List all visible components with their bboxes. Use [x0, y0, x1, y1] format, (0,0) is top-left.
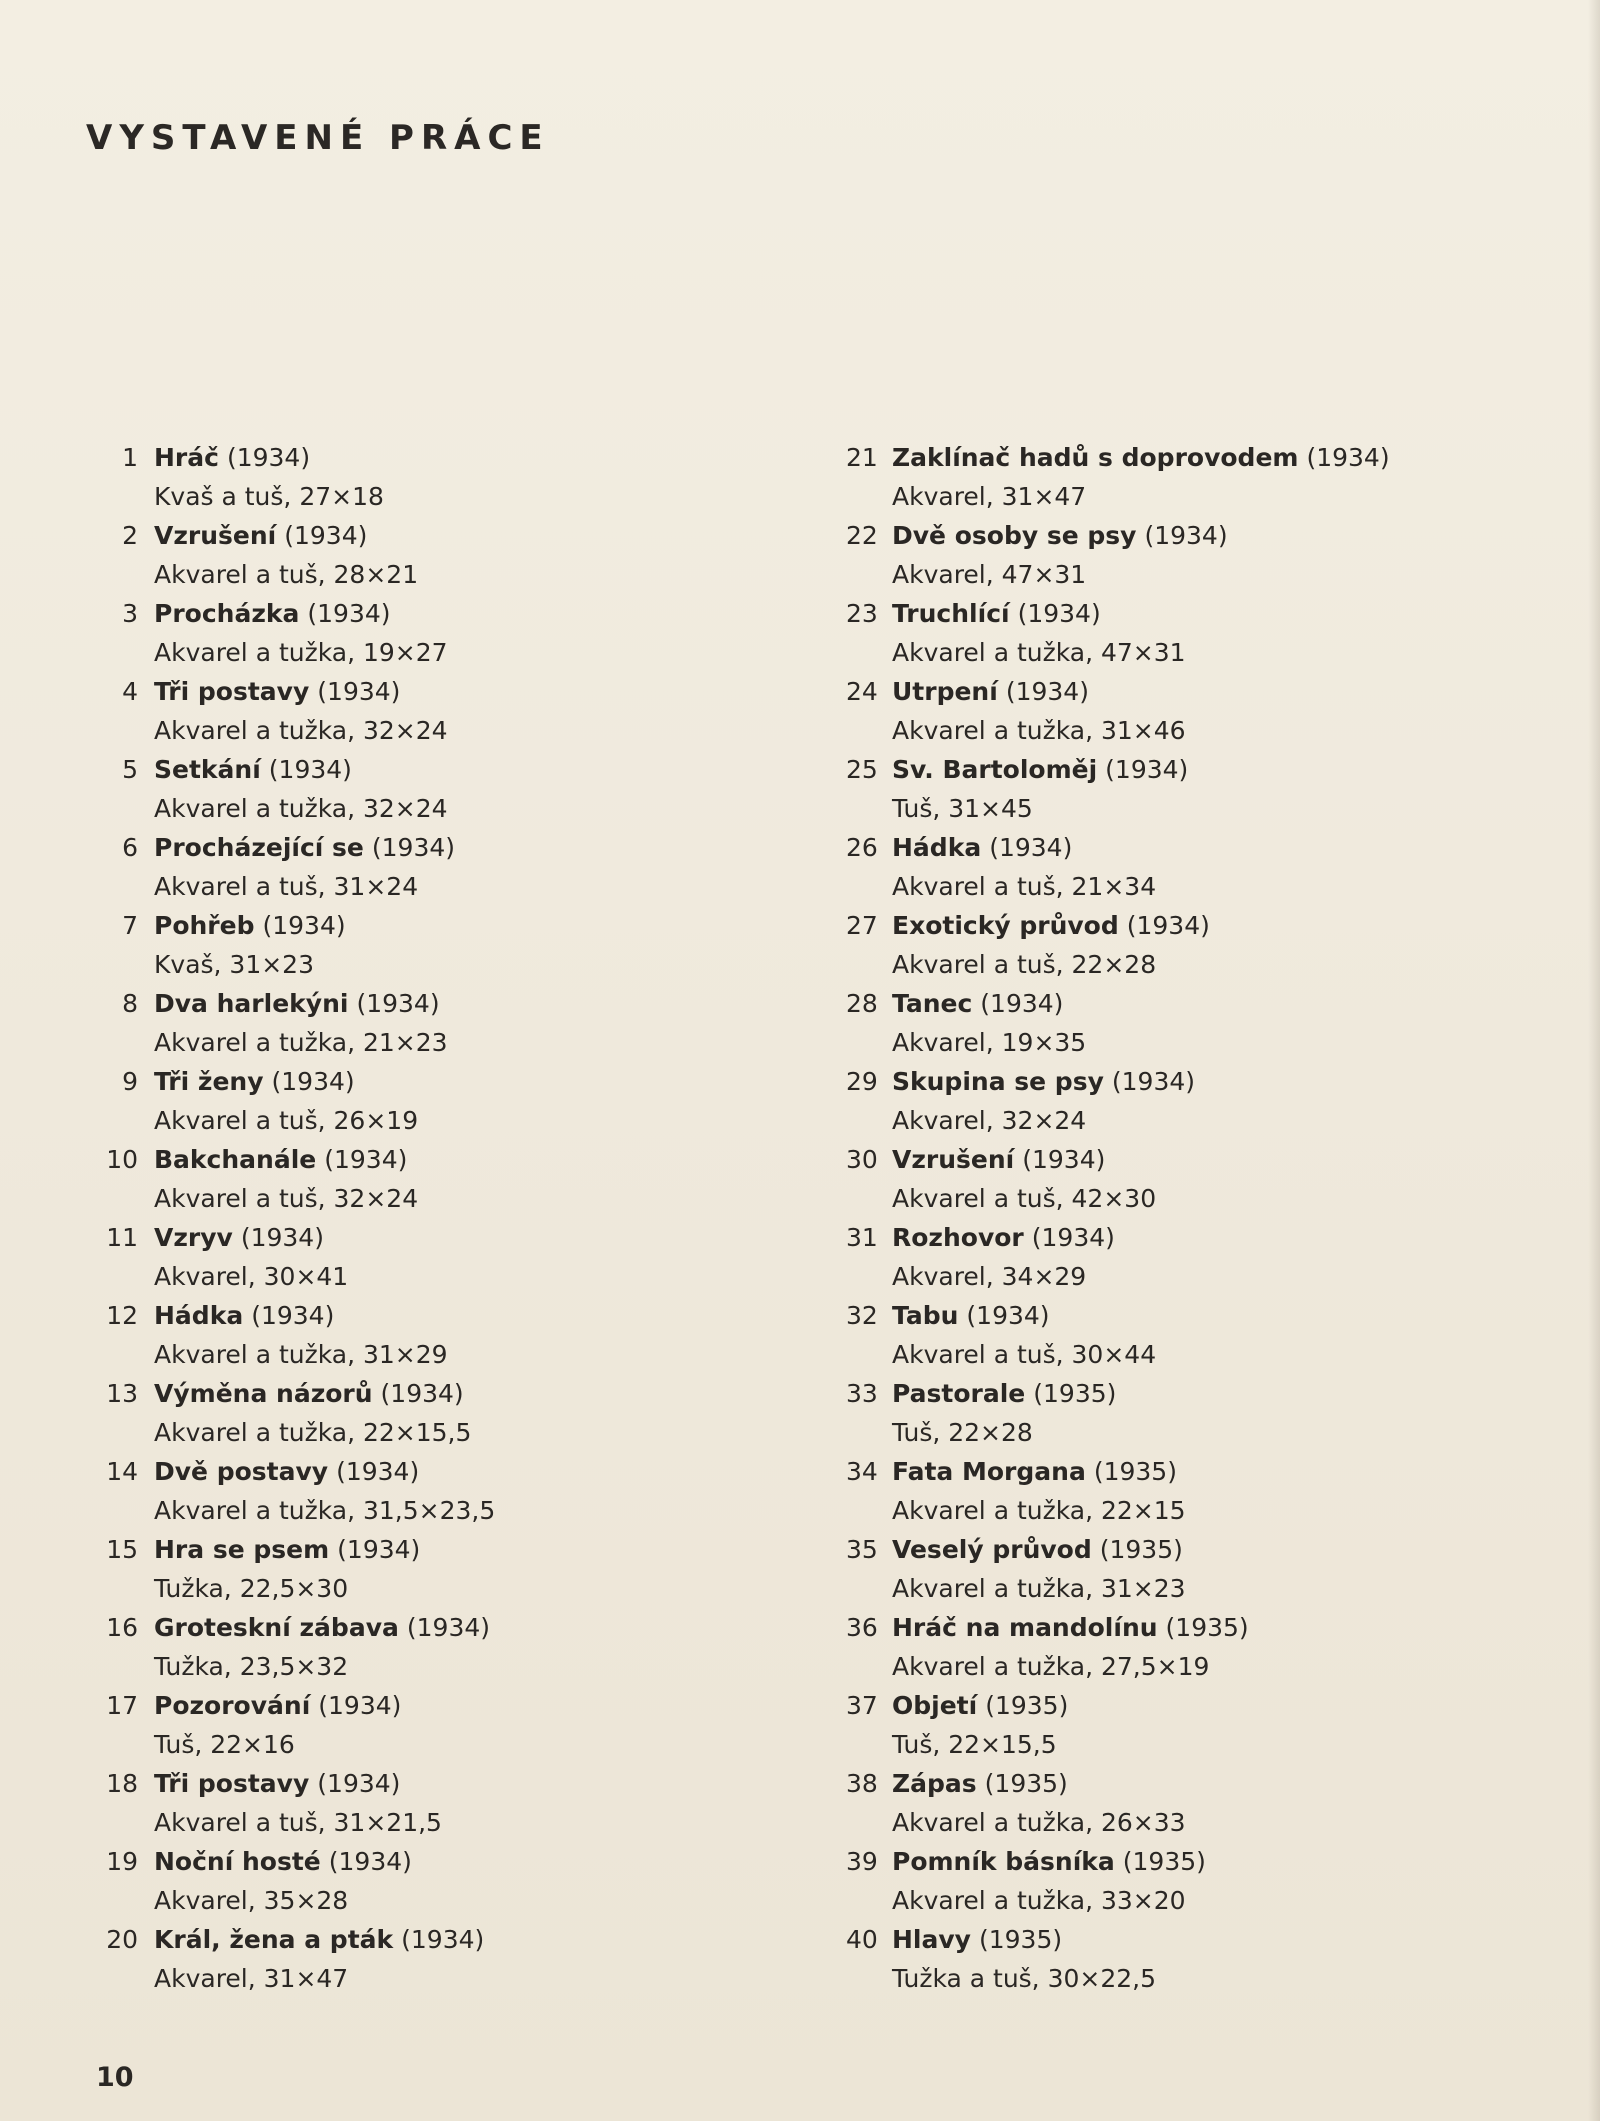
entry-year: (1935) — [978, 1925, 1063, 1954]
entry-name: Vzrušení — [154, 521, 277, 550]
entry-name: Exotický průvod — [892, 911, 1119, 940]
entry-medium-line — [86, 1491, 776, 1530]
entry-year: (1935) — [985, 1691, 1069, 1720]
entry-medium-line — [86, 633, 776, 672]
catalog-entry — [846, 906, 1546, 984]
entry-medium-line — [86, 477, 776, 516]
entry-medium: Akvarel a tužka, 21⨯23 — [154, 1028, 448, 1057]
works-column-left — [86, 438, 776, 1998]
entry-year: (1934) — [1031, 1223, 1115, 1252]
entry-medium-line — [846, 477, 1546, 516]
entry-name: Zápas — [892, 1769, 977, 1798]
entry-year: (1934) — [251, 1301, 335, 1330]
entry-medium-line — [846, 1725, 1546, 1764]
entry-medium-line — [846, 1491, 1546, 1530]
entry-number: 1 — [122, 443, 138, 472]
entry-medium-line — [86, 1101, 776, 1140]
entry-medium: Tužka, 22,5⨯30 — [154, 1574, 349, 1603]
entry-name: Noční hosté — [154, 1847, 321, 1876]
entry-title-line — [86, 1452, 776, 1491]
entry-medium-line — [846, 1101, 1546, 1140]
catalog-entry — [846, 516, 1546, 594]
entry-medium-line — [846, 1647, 1546, 1686]
entry-title-line — [846, 1374, 1546, 1413]
entry-name: Tři postavy — [154, 1769, 310, 1798]
entry-medium: Tužka a tuš, 30⨯22,5 — [892, 1964, 1157, 1993]
entry-medium-line — [86, 945, 776, 984]
catalog-entry — [86, 906, 776, 984]
entry-year: (1934) — [271, 1067, 355, 1096]
entry-name: Truchlící — [892, 599, 1010, 628]
entry-medium-line — [86, 711, 776, 750]
entry-number: 22 — [846, 521, 878, 550]
entry-title-line — [846, 750, 1546, 789]
entry-medium-line — [86, 867, 776, 906]
entry-medium: Akvarel a tuš, 21⨯34 — [892, 872, 1157, 901]
catalog-entry — [86, 984, 776, 1062]
entry-medium-line — [86, 1803, 776, 1842]
entry-medium-line — [846, 1803, 1546, 1842]
entry-medium-line — [86, 1647, 776, 1686]
entry-title-line — [846, 828, 1546, 867]
entry-year: (1934) — [356, 989, 440, 1018]
entry-title-line — [846, 1608, 1546, 1647]
entry-medium: Akvarel a tužka, 47⨯31 — [892, 638, 1186, 667]
entry-name: Hádka — [892, 833, 982, 862]
entry-medium-line — [86, 1413, 776, 1452]
entry-number: 27 — [846, 911, 878, 940]
entry-title-line — [86, 1062, 776, 1101]
entry-medium-line — [86, 1569, 776, 1608]
catalog-entry — [86, 1764, 776, 1842]
catalog-entry — [86, 1140, 776, 1218]
entry-medium-line — [846, 945, 1546, 984]
entry-year: (1935) — [984, 1769, 1068, 1798]
entry-number: 12 — [106, 1301, 138, 1330]
entry-medium: Akvarel a tužka, 33⨯20 — [892, 1886, 1186, 1915]
catalog-entry — [86, 438, 776, 516]
catalog-entry — [846, 438, 1546, 516]
entry-number: 28 — [846, 989, 878, 1018]
entry-medium: Akvarel a tužka, 27,5⨯19 — [892, 1652, 1210, 1681]
catalog-entry — [846, 1218, 1546, 1296]
entry-title-line — [86, 1608, 776, 1647]
entry-number: 32 — [846, 1301, 878, 1330]
entry-title-line — [846, 1842, 1546, 1881]
entry-name: Groteskní zábava — [154, 1613, 399, 1642]
entry-number: 21 — [846, 443, 878, 472]
entry-number: 37 — [846, 1691, 878, 1720]
entry-title-line — [86, 828, 776, 867]
entry-medium-line — [846, 555, 1546, 594]
catalog-entry — [846, 672, 1546, 750]
entry-title-line — [86, 1842, 776, 1881]
catalog-entry — [846, 828, 1546, 906]
entry-number: 25 — [846, 755, 878, 784]
page-edge-shadow — [1588, 0, 1600, 2121]
entry-name: Dvě postavy — [154, 1457, 329, 1486]
entry-name: Skupina se psy — [892, 1067, 1104, 1096]
catalog-entry — [86, 828, 776, 906]
entry-title-line — [846, 594, 1546, 633]
entry-year: (1934) — [980, 989, 1064, 1018]
entry-number: 4 — [122, 677, 138, 706]
entry-title-line — [86, 1218, 776, 1257]
entry-name: Objetí — [892, 1691, 978, 1720]
entry-number: 2 — [122, 521, 138, 550]
entry-number: 11 — [106, 1223, 138, 1252]
entry-name: Výměna názorů — [154, 1379, 373, 1408]
entry-title-line — [846, 906, 1546, 945]
entry-medium: Tuš, 22⨯28 — [892, 1418, 1033, 1447]
entry-title-line — [86, 516, 776, 555]
catalog-entry — [86, 1218, 776, 1296]
entry-number: 30 — [846, 1145, 878, 1174]
entry-medium: Akvarel, 35⨯28 — [154, 1886, 349, 1915]
catalog-entry — [86, 1530, 776, 1608]
entry-name: Zaklínač hadů s doprovodem — [892, 443, 1299, 472]
entry-name: Tři ženy — [154, 1067, 264, 1096]
entry-medium: Akvarel, 19⨯35 — [892, 1028, 1087, 1057]
entry-year: (1934) — [226, 443, 311, 472]
entry-title-line — [846, 1296, 1546, 1335]
entry-year: (1934) — [328, 1847, 412, 1876]
entry-number: 16 — [106, 1613, 138, 1642]
entry-medium-line — [846, 1413, 1546, 1452]
entry-year: (1934) — [268, 755, 352, 784]
entry-medium: Akvarel, 31⨯47 — [892, 482, 1087, 511]
entry-medium: Kvaš, 31⨯23 — [154, 950, 314, 979]
entry-medium: Akvarel, 34⨯29 — [892, 1262, 1087, 1291]
entry-year: (1934) — [337, 1535, 421, 1564]
entry-title-line — [846, 1218, 1546, 1257]
entry-number: 34 — [846, 1457, 878, 1486]
entry-name: Utrpení — [892, 677, 998, 706]
entry-title-line — [86, 594, 776, 633]
entry-number: 13 — [106, 1379, 138, 1408]
entry-year: (1935) — [1093, 1457, 1177, 1486]
entry-number: 17 — [106, 1691, 138, 1720]
entry-medium: Akvarel, 31⨯47 — [154, 1964, 349, 1993]
catalog-entry — [846, 1374, 1546, 1452]
entry-name: Vzryv — [154, 1223, 233, 1252]
entry-year: (1934) — [336, 1457, 420, 1486]
entry-medium: Tužka, 23,5⨯32 — [154, 1652, 349, 1681]
entry-title-line — [86, 1530, 776, 1569]
entry-name: Fata Morgana — [892, 1457, 1086, 1486]
entry-medium-line — [846, 711, 1546, 750]
catalog-entry — [86, 516, 776, 594]
entry-medium-line — [86, 789, 776, 828]
entry-number: 5 — [122, 755, 138, 784]
entry-year: (1934) — [317, 1769, 401, 1798]
works-column-right — [846, 438, 1546, 1998]
entry-medium: Akvarel a tužka, 22⨯15,5 — [154, 1418, 472, 1447]
entry-medium: Kvaš a tuš, 27⨯18 — [154, 482, 384, 511]
entry-name: Hlavy — [892, 1925, 971, 1954]
entry-number: 40 — [846, 1925, 878, 1954]
entry-year: (1935) — [1099, 1535, 1183, 1564]
entry-name: Procházející se — [154, 833, 364, 862]
entry-title-line — [86, 1764, 776, 1803]
entry-year: (1935) — [1033, 1379, 1117, 1408]
entry-number: 8 — [122, 989, 138, 1018]
entry-title-line — [86, 1374, 776, 1413]
entry-medium: Akvarel a tužka, 22⨯15 — [892, 1496, 1186, 1525]
entry-title-line — [86, 750, 776, 789]
entry-year: (1934) — [284, 521, 368, 550]
entry-name: Hádka — [154, 1301, 244, 1330]
entry-year: (1934) — [966, 1301, 1050, 1330]
entry-number: 29 — [846, 1067, 878, 1096]
entry-number: 20 — [106, 1925, 138, 1954]
entry-name: Tři postavy — [154, 677, 310, 706]
entry-name: Bakchanále — [154, 1145, 317, 1174]
entry-medium: Akvarel a tuš, 26⨯19 — [154, 1106, 419, 1135]
entry-number: 38 — [846, 1769, 878, 1798]
entry-number: 39 — [846, 1847, 878, 1876]
entry-title-line — [86, 984, 776, 1023]
entry-year: (1934) — [307, 599, 391, 628]
entry-year: (1934) — [1022, 1145, 1106, 1174]
entry-name: Tabu — [892, 1301, 959, 1330]
entry-year: (1934) — [371, 833, 456, 862]
entry-medium: Akvarel a tužka, 31⨯29 — [154, 1340, 448, 1369]
entry-medium-line — [86, 1023, 776, 1062]
entry-title-line — [846, 516, 1546, 555]
entry-year: (1934) — [401, 1925, 485, 1954]
entry-medium: Akvarel a tužka, 32⨯24 — [154, 794, 448, 823]
entry-year: (1934) — [1111, 1067, 1196, 1096]
entry-medium-line — [86, 1179, 776, 1218]
entry-name: Dva harlekýni — [154, 989, 349, 1018]
entry-medium-line — [846, 1335, 1546, 1374]
catalog-entry — [86, 594, 776, 672]
entry-medium-line — [86, 1959, 776, 1998]
entry-medium-line — [86, 555, 776, 594]
entry-name: Vzrušení — [892, 1145, 1015, 1174]
entry-number: 7 — [122, 911, 138, 940]
entry-medium: Akvarel a tužka, 19⨯27 — [154, 638, 448, 667]
entry-medium: Akvarel a tuš, 42⨯30 — [892, 1184, 1157, 1213]
entry-name: Veselý průvod — [892, 1535, 1092, 1564]
entry-medium: Tuš, 22⨯15,5 — [892, 1730, 1057, 1759]
catalog-entry — [846, 750, 1546, 828]
catalog-entry — [86, 1842, 776, 1920]
entry-number: 19 — [106, 1847, 138, 1876]
entry-name: Sv. Bartoloměj — [892, 755, 1098, 784]
catalog-entry — [846, 1452, 1546, 1530]
catalog-entry — [846, 594, 1546, 672]
entry-year: (1935) — [1165, 1613, 1249, 1642]
entry-medium-line — [86, 1881, 776, 1920]
entry-year: (1934) — [1144, 521, 1228, 550]
entry-medium: Akvarel a tuš, 31⨯21,5 — [154, 1808, 442, 1837]
entry-medium: Akvarel a tuš, 32⨯24 — [154, 1184, 419, 1213]
entry-title-line — [846, 672, 1546, 711]
entry-name: Rozhovor — [892, 1223, 1024, 1252]
catalog-entry — [86, 672, 776, 750]
entry-year: (1934) — [406, 1613, 491, 1642]
entry-medium: Akvarel, 30⨯41 — [154, 1262, 349, 1291]
entry-name: Setkání — [154, 755, 261, 784]
catalog-entry — [846, 1296, 1546, 1374]
catalog-entry — [86, 1296, 776, 1374]
entry-title-line — [86, 1920, 776, 1959]
catalog-entry — [846, 1686, 1546, 1764]
catalog-entry — [846, 1842, 1546, 1920]
entry-number: 18 — [106, 1769, 138, 1798]
entry-number: 36 — [846, 1613, 878, 1642]
entry-title-line — [846, 1452, 1546, 1491]
catalog-entry — [846, 1920, 1546, 1998]
entry-number: 35 — [846, 1535, 878, 1564]
entry-medium-line — [846, 633, 1546, 672]
entry-medium: Akvarel a tužka, 26⨯33 — [892, 1808, 1186, 1837]
entry-name: Pastorale — [892, 1379, 1026, 1408]
entry-medium-line — [846, 789, 1546, 828]
entry-name: Hráč — [154, 443, 219, 472]
entry-number: 23 — [846, 599, 878, 628]
entry-name: Pomník básníka — [892, 1847, 1115, 1876]
catalog-entry — [86, 1452, 776, 1530]
entry-medium-line — [86, 1257, 776, 1296]
catalog-entry — [846, 984, 1546, 1062]
entry-name: Pozorování — [154, 1691, 311, 1720]
entry-title-line — [86, 1296, 776, 1335]
catalog-entry — [86, 1062, 776, 1140]
entry-medium: Akvarel a tuš, 22⨯28 — [892, 950, 1157, 979]
entry-medium-line — [86, 1725, 776, 1764]
entry-number: 33 — [846, 1379, 878, 1408]
entry-number: 24 — [846, 677, 878, 706]
entry-medium: Akvarel a tužka, 31,5⨯23,5 — [154, 1496, 496, 1525]
entry-medium-line — [846, 867, 1546, 906]
page-number: 10 — [96, 2062, 134, 2093]
entry-title-line — [846, 1530, 1546, 1569]
entry-title-line — [846, 984, 1546, 1023]
entry-number: 31 — [846, 1223, 878, 1252]
entry-medium-line — [846, 1569, 1546, 1608]
entry-year: (1934) — [318, 1691, 402, 1720]
entry-year: (1935) — [1122, 1847, 1206, 1876]
entry-year: (1934) — [317, 677, 401, 706]
entry-medium-line — [846, 1959, 1546, 1998]
entry-medium: Akvarel a tužka, 32⨯24 — [154, 716, 448, 745]
entry-name: Pohřeb — [154, 911, 255, 940]
entry-year: (1934) — [262, 911, 346, 940]
entry-year: (1934) — [1017, 599, 1101, 628]
catalog-entry — [86, 1920, 776, 1998]
entry-medium: Tuš, 31⨯45 — [892, 794, 1033, 823]
entry-medium: Akvarel, 32⨯24 — [892, 1106, 1087, 1135]
entry-year: (1934) — [1005, 677, 1089, 706]
entry-title-line — [86, 672, 776, 711]
entry-year: (1934) — [1306, 443, 1390, 472]
entry-medium: Akvarel a tuš, 28⨯21 — [154, 560, 419, 589]
entry-number: 15 — [106, 1535, 138, 1564]
entry-name: Dvě osoby se psy — [892, 521, 1137, 550]
entry-title-line — [86, 1686, 776, 1725]
entry-title-line — [846, 1686, 1546, 1725]
catalog-entry — [846, 1608, 1546, 1686]
entry-medium-line — [846, 1881, 1546, 1920]
entry-medium-line — [846, 1257, 1546, 1296]
entry-number: 26 — [846, 833, 878, 862]
catalog-entry — [86, 1608, 776, 1686]
entry-name: Hráč na mandolínu — [892, 1613, 1158, 1642]
entry-medium: Akvarel a tužka, 31⨯46 — [892, 716, 1186, 745]
entry-number: 6 — [122, 833, 138, 862]
catalog-entry — [846, 1140, 1546, 1218]
entry-medium: Akvarel a tuš, 30⨯44 — [892, 1340, 1157, 1369]
catalog-entry — [86, 1686, 776, 1764]
entry-title-line — [86, 1140, 776, 1179]
entry-medium-line — [86, 1335, 776, 1374]
catalog-entry — [846, 1530, 1546, 1608]
entry-number: 10 — [106, 1145, 138, 1174]
entry-medium-line — [846, 1023, 1546, 1062]
entry-name: Tanec — [892, 989, 973, 1018]
catalog-entry — [86, 1374, 776, 1452]
entry-title-line — [846, 1062, 1546, 1101]
page-title: VYSTAVENÉ PRÁCE — [86, 118, 550, 158]
entry-name: Hra se psem — [154, 1535, 330, 1564]
entry-name: Procházka — [154, 599, 300, 628]
entry-medium-line — [846, 1179, 1546, 1218]
entry-number: 9 — [122, 1067, 138, 1096]
entry-medium: Akvarel a tužka, 31⨯23 — [892, 1574, 1186, 1603]
entry-year: (1934) — [380, 1379, 464, 1408]
entry-year: (1934) — [240, 1223, 324, 1252]
entry-number: 3 — [122, 599, 138, 628]
catalog-entry — [86, 750, 776, 828]
catalog-entry — [846, 1062, 1546, 1140]
entry-year: (1934) — [1126, 911, 1210, 940]
catalog-entry — [846, 1764, 1546, 1842]
entry-title-line — [86, 438, 776, 477]
entry-title-line — [846, 1140, 1546, 1179]
entry-medium: Tuš, 22⨯16 — [154, 1730, 295, 1759]
entry-name: Král, žena a pták — [154, 1925, 394, 1954]
entry-title-line — [846, 1920, 1546, 1959]
entry-medium: Akvarel a tuš, 31⨯24 — [154, 872, 419, 901]
entry-year: (1934) — [324, 1145, 408, 1174]
entry-year: (1934) — [989, 833, 1073, 862]
entry-number: 14 — [106, 1457, 138, 1486]
entry-title-line — [846, 1764, 1546, 1803]
entry-medium: Akvarel, 47⨯31 — [892, 560, 1087, 589]
entry-year: (1934) — [1105, 755, 1189, 784]
entry-title-line — [86, 906, 776, 945]
entry-title-line — [846, 438, 1546, 477]
